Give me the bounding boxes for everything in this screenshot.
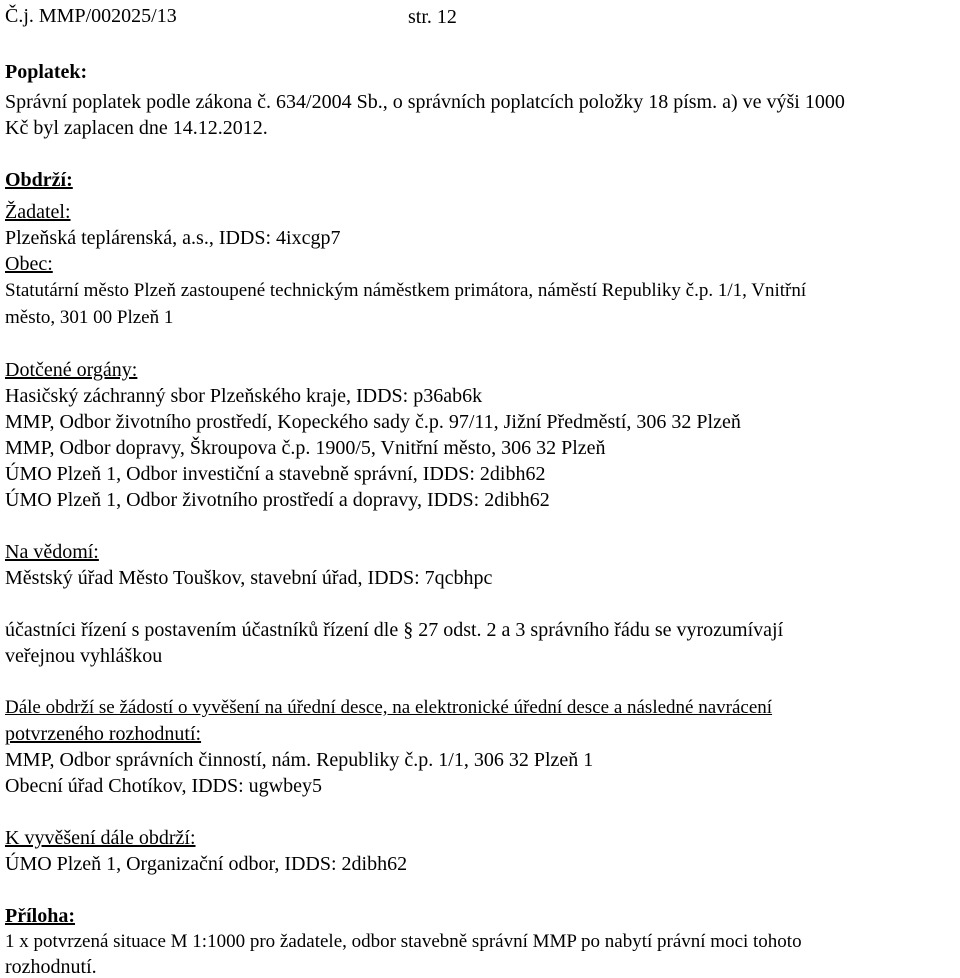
posting-request-label-line1: Dále obdrží se žádostí o vyvěšení na úřední desce, na elektronické úřední desce a následné navrácení [5, 697, 773, 718]
fee-text-line1: Správní poplatek podle zákona č. 634/2004 Sb., o správních poplatcích položky 18 písm. a) ve výši 1000 [5, 91, 845, 113]
authority-item: MMP, Odbor životního prostředí, Kopeckého sady č.p. 97/11, Jižní Předměstí, 306 32 Plzeň [5, 411, 741, 433]
participants-line1: účastníci řízení s postavením účastníků řízení dle § 27 odst. 2 a 3 správního řádu se vyrozumívají [5, 619, 784, 641]
authorities-label: Dotčené orgány: [5, 359, 138, 381]
authority-item: ÚMO Plzeň 1, Odbor investiční a stavebně správní, IDDS: 2dibh62 [5, 463, 546, 485]
notice-item: Městský úřad Město Touškov, stavební úřad, IDDS: 7qcbhpc [5, 567, 493, 589]
posting-further-label: K vyvěšení dále obdrží: [5, 827, 196, 849]
fee-text-line2: Kč byl zaplacen dne 14.12.2012. [5, 117, 268, 139]
case-reference: Č.j. MMP/002025/13 [5, 5, 177, 27]
applicant-label: Žadatel: [5, 201, 71, 223]
attachment-heading: Příloha: [5, 905, 75, 927]
posting-request-item: Obecní úřad Chotíkov, IDDS: ugwbey5 [5, 775, 322, 797]
authority-item: Hasičský záchranný sbor Plzeňského kraje, IDDS: p36ab6k [5, 385, 483, 407]
municipality-line2: město, 301 00 Plzeň 1 [5, 307, 174, 328]
notice-label: Na vědomí: [5, 541, 99, 563]
recipients-heading: Obdrží: [5, 169, 73, 191]
posting-request-label-line2: potvrzeného rozhodnutí: [5, 723, 202, 745]
applicant: Plzeňská teplárenská, a.s., IDDS: 4ixcgp7 [5, 227, 341, 249]
posting-request-item: MMP, Odbor správních činností, nám. Republiky č.p. 1/1, 306 32 Plzeň 1 [5, 749, 594, 771]
posting-further-item: ÚMO Plzeň 1, Organizační odbor, IDDS: 2dibh62 [5, 853, 408, 875]
authority-item: ÚMO Plzeň 1, Odbor životního prostředí a dopravy, IDDS: 2dibh62 [5, 489, 550, 511]
participants-line2: veřejnou vyhláškou [5, 645, 163, 667]
attachment-line2: rozhodnutí. [5, 956, 97, 978]
municipality-line1: Statutární město Plzeň zastoupené technickým náměstkem primátora, náměstí Republiky č.p. 1/1, Vnitřní [5, 280, 807, 301]
page-number: str. 12 [408, 6, 457, 28]
authority-item: MMP, Odbor dopravy, Škroupova č.p. 1900/5, Vnitřní město, 306 32 Plzeň [5, 437, 606, 459]
fee-heading: Poplatek: [5, 61, 88, 83]
municipality-label: Obec: [5, 253, 53, 275]
attachment-line1: 1 x potvrzená situace M 1:1000 pro žadatele, odbor stavebně správní MMP po nabytí právní moci tohoto [5, 931, 802, 952]
